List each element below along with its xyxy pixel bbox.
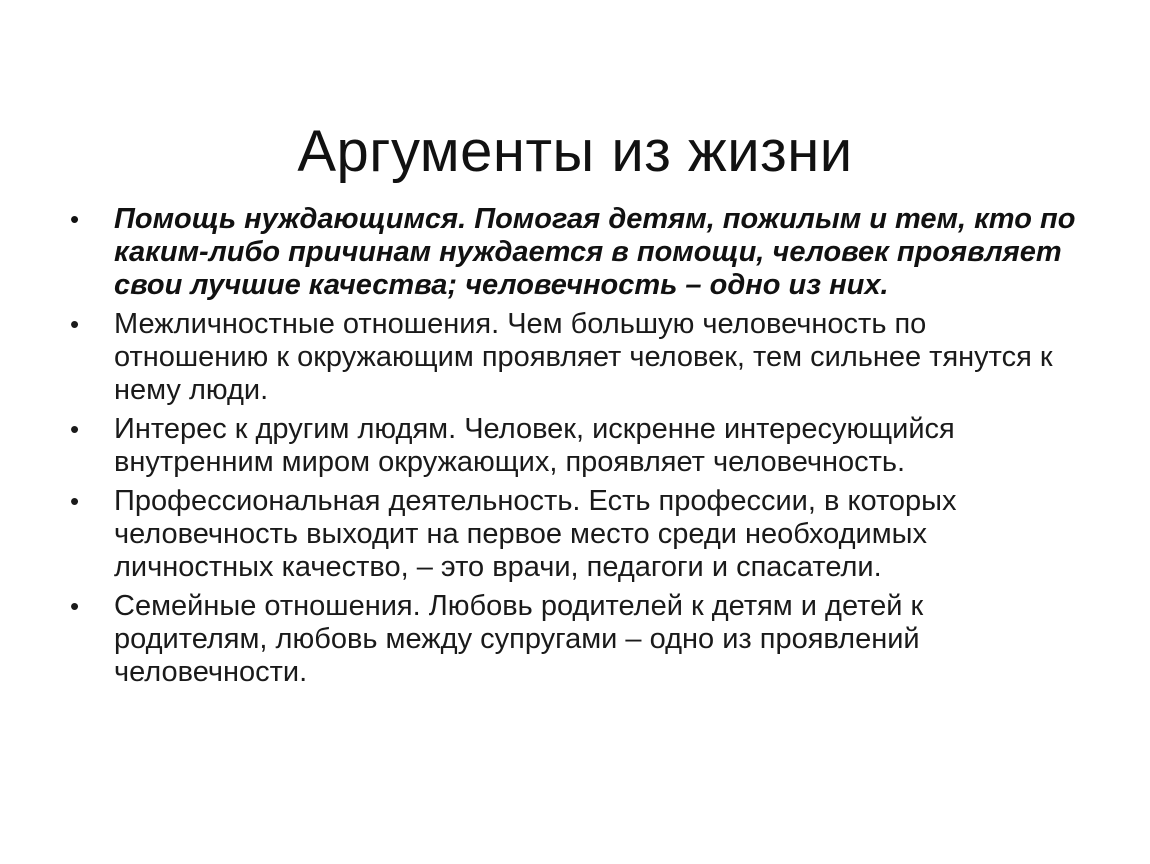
bullet-icon: • (70, 414, 80, 444)
bullet-list (70, 203, 1080, 695)
bullet-text: Интерес к другим людям. Человек, искренне интересующийся внутренним миром окружающих, проявляет человечность. (114, 413, 955, 478)
bullet-item-interpersonal (70, 308, 1080, 407)
bullet-item-help (70, 203, 1080, 302)
bullet-icon: • (70, 309, 80, 339)
bullet-icon: • (70, 486, 80, 516)
bullet-icon: • (70, 591, 80, 621)
bullet-item-professional (70, 485, 1080, 584)
bullet-text: Профессиональная деятельность. Есть профессии, в которых человечность выходит на первое место среди необходимых личностных качество, – это врачи, педагоги и спасатели. (114, 485, 957, 583)
bullet-text: Помощь нуждающимся. Помогая детям, пожилым и тем, кто по каким-либо причинам нуждается в помощи, человек проявляет свои лучшие качества; человечность – одно из них. (114, 203, 1076, 301)
bullet-text: Семейные отношения. Любовь родителей к детям и детей к родителям, любовь между супругами – одно из проявлений человечности. (114, 590, 924, 688)
slide-title: Аргументы из жизни (297, 118, 853, 184)
bullet-item-family (70, 590, 1080, 689)
bullet-text: Межличностные отношения. Чем большую человечность по отношению к окружающим проявляет человек, тем сильнее тянутся к нему люди. (114, 308, 1053, 406)
bullet-item-interest (70, 413, 1080, 479)
bullet-icon: • (70, 204, 80, 234)
